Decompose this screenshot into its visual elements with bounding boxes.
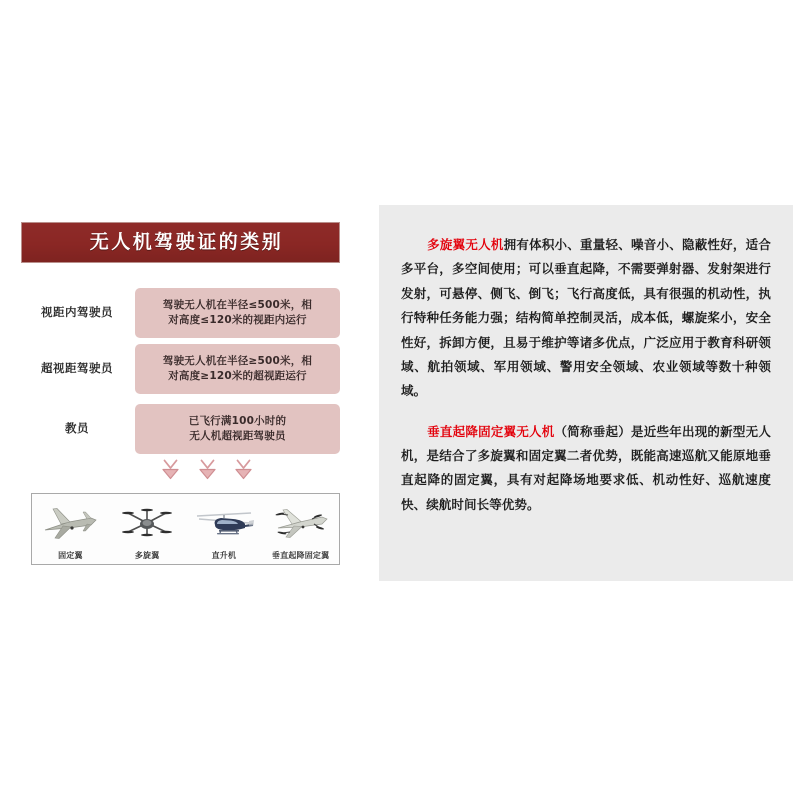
- paragraph-keyword: 垂直起降固定翼无人机: [427, 423, 555, 439]
- fixed-wing-drone-icon: [32, 494, 109, 551]
- chevron-double-down-icon: [162, 459, 179, 480]
- aircraft-label: 多旋翼: [134, 551, 160, 560]
- category-label-visual-line-of-sight-pilot: 视距内驾驶员: [41, 305, 113, 320]
- downward-arrows-group: [162, 458, 252, 480]
- category-description-line: 对高度≤120米的视距内运行: [168, 314, 307, 326]
- aircraft-label: 直升机: [211, 551, 237, 560]
- chevron-double-down-icon: [235, 459, 252, 480]
- paragraph-vtol-fixed-wing: [401, 420, 771, 518]
- category-description-line: 对高度≥120米的超视距运行: [168, 370, 307, 382]
- multirotor-drone-icon: [109, 494, 186, 551]
- category-description-box: [135, 288, 340, 338]
- category-label-beyond-visual-line-of-sight-pilot: 超视距驾驶员: [41, 361, 113, 376]
- vtol-fixed-wing-drone-icon: [262, 494, 339, 551]
- aircraft-label: 固定翼: [58, 551, 83, 560]
- category-row: [21, 404, 340, 454]
- paragraph-body: （简称垂起）是近些年出现的新型无人机，是结合了多旋翼和固定翼二者优势，既能高速巡航又能原地垂直起降的固定翼，具有对起降场地要求低、机动性好、巡航速度快、续航时间长等优势。: [401, 423, 771, 512]
- aircraft-types-strip: [31, 493, 340, 565]
- helicopter-drone-icon: [186, 494, 263, 551]
- description-panel: [379, 205, 793, 581]
- category-label-instructor: 教员: [65, 421, 89, 436]
- category-description-line: 驾驶无人机在半径≤500米，相: [162, 298, 313, 311]
- category-description-line: 无人机超视距驾驶员: [189, 430, 286, 442]
- paragraph-multirotor: [401, 233, 771, 404]
- aircraft-item-multirotor: [109, 494, 186, 564]
- category-row: [21, 344, 340, 394]
- chevron-double-down-icon: [199, 459, 216, 480]
- aircraft-item-fixed-wing: [32, 494, 109, 564]
- paragraph-keyword: 多旋翼无人机: [427, 237, 504, 252]
- category-description-line: 已飞行满100小时的: [188, 414, 287, 427]
- aircraft-item-vtol-fixed-wing: [262, 494, 339, 564]
- aircraft-label: 垂直起降固定翼: [271, 551, 330, 560]
- category-row: [21, 288, 340, 338]
- paragraph-body: 拥有体积小、重量轻、噪音小、隐蔽性好，适合多平台，多空间使用；可以垂直起降，不需要弹射器、发射架进行发射，可悬停、侧飞、倒飞；飞行高度低，具有很强的机动性，执行特种任务能力强；结构简单控制灵活，成本低，螺旋桨小，安全性好，拆卸方便，且易于维护等诸多优点，广泛应用于教育科研领域、航拍领域、军用领域、警用安全领域、农业领域等数十种领域。: [401, 237, 771, 399]
- section-title-banner: [21, 222, 340, 263]
- category-description-line: 驾驶无人机在半径≥500米，相: [162, 354, 313, 367]
- category-description-box: [135, 344, 340, 394]
- category-description-box: [135, 404, 340, 454]
- drone-license-categories-panel: [21, 205, 351, 581]
- section-title-text: 无人机驾驶证的类别: [89, 231, 284, 253]
- aircraft-item-helicopter: [186, 494, 263, 564]
